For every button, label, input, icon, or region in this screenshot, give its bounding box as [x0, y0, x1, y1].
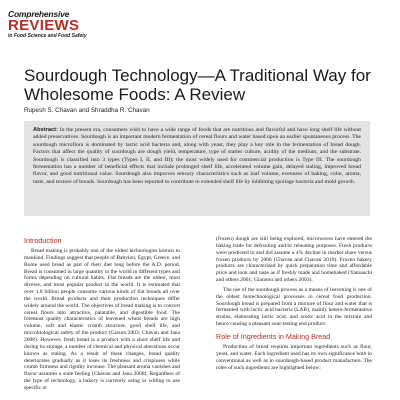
journal-logo-subtitle: in Food Science and Food Safety: [8, 33, 87, 39]
abstract-label: Abstract:: [33, 127, 58, 133]
journal-logo-top: Comprehensive: [8, 9, 70, 19]
right-paragraph-2: The use of the sourdough process as a means of leavening is one of the oldest biotechnological processes in cereal food production. Sourdough bread is prepared from a mixture of flour and water that is fermented with lactic acid bacteria (LAB), mainly hetero-fermentative strains, elaborating lactic acid, and acetic acid in the mixture and hence causing a pleasant sour-tasting end product.: [216, 286, 372, 328]
journal-logo: [8, 10, 128, 39]
abstract-box: [24, 121, 370, 216]
right-column: [216, 236, 372, 374]
ingredients-paragraph: Production of bread requires important ingredients such as flour, yeast, and water. Each ingredient used has its own significance both in conventional as well as in sourdough-based product manufacture. The roles of such ingredients are highlighted below:: [216, 343, 372, 371]
ingredients-heading: Role of Ingredients in Making Bread: [216, 331, 331, 341]
right-paragraph-1: (frozen) dough are still being explored, microwaves have entered the baking trade for defrosting and/or reheating purposes. Fresh products were predicted to and did assume a 4% decline in market share versus frozen products by 2006 (Chavan and Chavan 2010). Frozen bakery products are characterized by quick preparation time and affordable price and look and taste as if freshly made and homebaked (Yamauchi and others 2001; Giannou and others 2003).: [216, 236, 372, 284]
introduction-heading: Introduction: [24, 236, 62, 245]
introduction-paragraph: Bread making is probably one of the oldest technologies known to mankind. Findings suggest that people of Babylon, Egypt, Greece, and Rome used bread as part of their diet long before the A.D. period. Bread is consumed in large quantity in the world in different types and forms depending on cultural habits. Flat breads are the oldest, most diverse, and most popular product in the world. It is estimated that over 1.8 billion people consume various kinds of flat breads all over the world. Bread products and their production techniques differ widely around the world. The objectives of bread making is to convert cereal flours into attractive, palatable, and digestible food. The foremost quality characteristics of leavened wheat breads are high volume, soft and elastic crumb structure, good shelf life, and microbiological safety of the product (Carson 2003; Chavan and Jana 2008). However, fresh bread is a product with a short shelf life and during its storage, a number of chemical and physical alterations occur known as staling. As a result of these changes, bread quality deteriorates gradually as it loses its freshness and crispiness while crumb firmness and rigidity increase. The pleasant aroma vanishes and flavor assumes a stale feeling (Chavan and Jana 2008). Regardless of the type of technology, a bakery is currently using or willing to use specific or: [24, 248, 180, 391]
journal-logo-main: REVIEWS: [8, 17, 80, 34]
left-column: [24, 236, 180, 395]
abstract-text: In the present era, consumers wish to have a wide range of foods that are nutritious and flavorful and have long shelf life without added preservatives. Sourdough is an important modern fermentation of cereal flours and water based upon an earlier spontaneous process. The sourdough microflora is dominated by lactic acid bacteria and, along with yeast, they play a key role in the fermentation of bread dough. Factors that affect the quality of sourdough are dough yield, temperature, type of starter culture, acidity of the medium, and the substrate. Sourdough is classified into 3 types (Types I, II, and III); the most widely used for commercial production is Type III. The sourdough fermentation has a number of beneficial effects that include prolonged shelf life, accelerated volume gain, delayed staling, improved bread flavor, and good nutritional value. Sourdough also improves sensory characteristics such as loaf volume, evenness of baking, color, aroma, taste, and texture of breads. Sourdough has been reported to contribute to extended shelf life by inhibiting spoilage bacteria and mold growth.: [33, 127, 362, 185]
article-title: Sourdough Technology—A Traditional Way for Wholesome Foods: A Review: [24, 66, 371, 104]
article-authors: Rupesh S. Chavan and Shraddha R. Chavan: [24, 107, 150, 114]
